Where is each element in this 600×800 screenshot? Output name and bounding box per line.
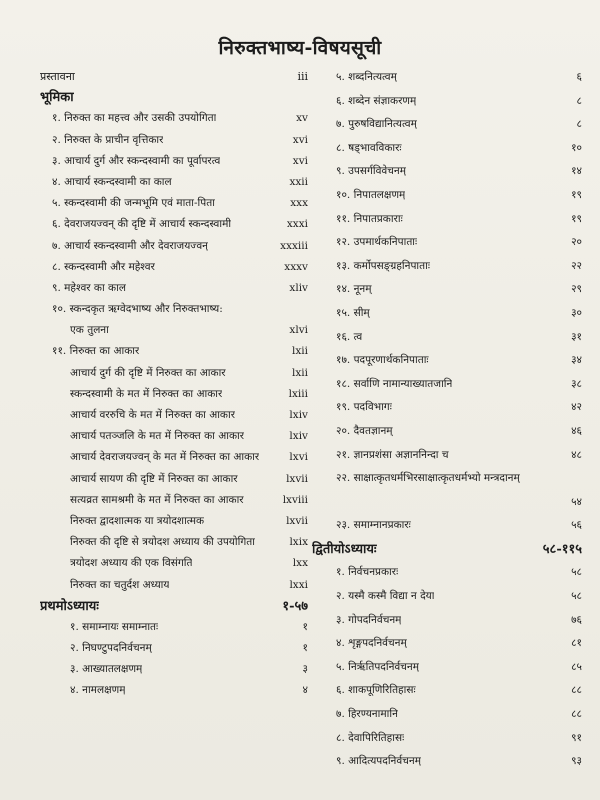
toc-entry — [40, 553, 308, 574]
toc-entry-title: २०. दैवतज्ञानम् — [336, 424, 393, 437]
toc-entry-title: ४. आचार्य स्कन्दस्वामी का काल — [52, 175, 172, 188]
toc-entry — [312, 326, 582, 350]
toc-page-number: १४ — [571, 165, 582, 178]
toc-entry-title: आचार्य वररुचि के मत में निरुक्त का आकार — [70, 409, 236, 421]
toc-page-number: xlvi — [289, 324, 308, 337]
toc-entry-title: सत्यव्रत सामश्रमी के मत में निरुक्त का आकार — [70, 493, 244, 506]
toc-entry — [312, 703, 582, 727]
toc-page-number: ५८-११५ — [542, 541, 582, 557]
toc-entry-title: निरुक्त का चतुर्दश अध्याय — [70, 578, 170, 591]
toc-entry-title: १६. त्व — [336, 330, 363, 343]
toc-entry — [40, 236, 308, 257]
toc-page-number: xxii — [289, 175, 308, 188]
toc-entry — [40, 384, 308, 405]
toc-entry-title: ११. निपातप्रकाराः — [336, 212, 403, 225]
toc-entry-title: आचार्य दुर्ग की दृष्टि में निरुक्त का आकार — [70, 366, 226, 379]
toc-entry — [312, 113, 582, 137]
toc-page-number: ८८ — [571, 708, 582, 721]
toc-page-number: ३ — [302, 663, 308, 676]
toc-entry-title: २. निघण्टुपदनिर्वचनम् — [70, 642, 152, 655]
toc-entry-title: ११. निरुक्त का आकार — [52, 345, 140, 358]
toc-page-number: xvi — [292, 133, 308, 146]
toc-entry-title: ६. शब्देन संज्ञाकरणम् — [336, 94, 417, 107]
toc-entry — [40, 680, 308, 701]
toc-page-number: lxvii — [286, 472, 308, 485]
toc-entry — [40, 172, 308, 193]
toc-entry — [312, 514, 582, 538]
toc-entry — [312, 90, 582, 114]
toc-entry-title: ९. उपसर्गविवेचनम् — [336, 165, 407, 178]
toc-entry-title: द्वितीयोऽध्यायः — [312, 541, 377, 557]
toc-entry — [40, 151, 308, 172]
toc-entry — [40, 426, 308, 447]
toc-entry — [40, 447, 308, 468]
toc-entry — [312, 467, 582, 491]
toc-entry — [312, 750, 582, 774]
toc-entry — [312, 561, 582, 585]
toc-page-number: lxiv — [289, 430, 308, 443]
toc-entry-title: ८. षड्भावविकारः — [336, 141, 402, 154]
toc-entry-title: ३. आख्यातलक्षणम् — [70, 663, 143, 676]
toc-entry — [312, 255, 582, 279]
toc-entry — [40, 278, 308, 299]
toc-left-column — [40, 66, 308, 702]
toc-entry-title: १३. कर्मोपसङ्ग्रहनिपाताः — [336, 259, 430, 272]
toc-page-number: xvi — [292, 154, 308, 167]
toc-page-number: xxxiii — [280, 239, 308, 252]
toc-entry-title: निरुक्त द्वादशात्मक या त्रयोदशात्मक — [70, 514, 205, 527]
toc-page-number: १ — [302, 620, 308, 633]
toc-entry-title: १५. सीम् — [336, 306, 370, 319]
toc-entry — [312, 184, 582, 208]
toc-entry-title: १०. निपातलक्षणम् — [336, 188, 406, 201]
toc-page-number: ८ — [576, 94, 582, 107]
toc-entry — [312, 420, 582, 444]
toc-entry-title: ८. स्कन्दस्वामी और महेश्वर — [52, 260, 155, 273]
toc-page-number: lxix — [289, 536, 308, 549]
toc-entry — [40, 532, 308, 553]
toc-entry-title: ४. शृङ्गपदनिर्वचनम् — [336, 637, 407, 650]
toc-entry — [40, 405, 308, 426]
toc-entry-title: आचार्य देवराजयज्वन् के मत में निरुक्त का आकार — [70, 451, 260, 464]
toc-page-number: ३४ — [571, 354, 582, 367]
toc-page-number: ५८ — [571, 590, 582, 603]
toc-entry — [40, 490, 308, 511]
toc-entry-title: ७. पुरुषविद्यानित्यत्वम् — [336, 118, 417, 131]
toc-entry — [312, 444, 582, 468]
toc-right-column — [312, 66, 582, 774]
toc-entry — [312, 609, 582, 633]
toc-entry-title: १९. पदविभागः — [336, 401, 392, 414]
toc-page-number: xxxv — [284, 260, 308, 273]
toc-entry — [312, 208, 582, 232]
toc-page-number: २० — [571, 236, 582, 249]
toc-section-heading — [40, 596, 308, 617]
toc-page-number: ८ — [576, 118, 582, 131]
toc-entry-title: ४. नामलक्षणम् — [70, 684, 126, 697]
toc-entry — [40, 363, 308, 384]
toc-entry — [40, 108, 308, 129]
toc-page-number: iii — [297, 70, 308, 83]
toc-page-number: ८१ — [571, 637, 582, 650]
toc-entry — [40, 214, 308, 235]
toc-entry — [40, 659, 308, 680]
toc-entry-title: प्रथमोऽध्यायः — [40, 598, 99, 614]
toc-page-number: ८५ — [571, 660, 582, 673]
toc-entry-title: निरुक्त की दृष्टि से त्रयोदश अध्याय की उपयोगिता — [70, 536, 255, 549]
toc-page-number: २२ — [571, 259, 582, 272]
toc-page-number: १ — [302, 642, 308, 655]
toc-entry — [40, 469, 308, 490]
toc-entry-title: ५. शब्दनित्यत्वम् — [336, 71, 397, 83]
toc-entry — [312, 491, 582, 515]
toc-entry-title: आचार्य पतञ्जलि के मत में निरुक्त का आकार — [70, 430, 245, 443]
toc-entry-title: ६. देवराजयज्वन् की दृष्टि में आचार्य स्कन्दस्वामी — [52, 218, 232, 231]
toc-page-number: ३८ — [571, 377, 582, 390]
toc-page-number: १९ — [571, 188, 582, 201]
toc-entry — [312, 373, 582, 397]
toc-page-number: lxx — [292, 557, 308, 570]
toc-entry — [312, 349, 582, 373]
toc-entry-title: स्कन्दस्वामी के मत में निरुक्त का आकार — [70, 387, 223, 400]
toc-entry — [40, 511, 308, 532]
toc-entry-title: ९. महेश्वर का काल — [52, 281, 126, 294]
toc-page-number: ९१ — [571, 731, 582, 744]
toc-entry — [40, 257, 308, 278]
toc-page-number: lxxi — [289, 578, 308, 591]
toc-page-number: ८८ — [571, 684, 582, 697]
toc-entry — [312, 160, 582, 184]
toc-entry — [40, 638, 308, 659]
toc-entry — [40, 130, 308, 151]
toc-page-number: lxii — [292, 366, 308, 379]
toc-entry-title: १४. नूनम् — [336, 283, 372, 296]
toc-page-number: xxx — [290, 197, 308, 210]
toc-page-number: ४ — [302, 684, 308, 697]
toc-entry-title: ८. देवापिरितिहासः — [336, 731, 405, 744]
toc-entry — [40, 320, 308, 341]
toc-entry-title: २३. समाम्नानप्रकारः — [336, 519, 411, 532]
toc-entry-title: आचार्य सायण की दृष्टि में निरुक्त का आकार — [70, 472, 238, 485]
toc-entry — [40, 617, 308, 638]
toc-entry-title: २. निरुक्त के प्राचीन वृत्तिकार — [52, 133, 164, 146]
toc-page-number: ३१ — [571, 330, 582, 343]
toc-page-number: ५६ — [571, 519, 582, 532]
toc-page-number: ३० — [571, 306, 582, 319]
toc-section-heading — [312, 538, 582, 562]
toc-entry-title: २२. साक्षात्कृतधर्मभिरसाक्षात्कृतधर्मभ्यो मन्त्रदानम् — [336, 472, 520, 485]
toc-entry-title: १. समाम्नायः समाम्नातः — [70, 620, 159, 633]
toc-entry-title: २. यस्मै कस्मै विद्या न देया — [336, 590, 435, 603]
toc-page-number: १-५७ — [282, 598, 308, 614]
toc-entry — [312, 632, 582, 656]
toc-page-number: ७६ — [571, 613, 582, 626]
toc-page-number: lxii — [292, 345, 308, 358]
toc-page-number: ४६ — [571, 424, 582, 437]
toc-entry-title: ७. आचार्य स्कन्दस्वामी और देवराजयज्वन् — [52, 239, 208, 252]
toc-page-number: lxiii — [288, 387, 308, 400]
toc-entry-title: १८. सर्वाणि नामान्याख्यातजानि — [336, 377, 453, 390]
toc-entry-title: १०. स्कन्दकृत ऋग्वेदभाष्य और निरुक्तभाष्य: — [52, 303, 223, 316]
toc-entry-title: ३. गोपदनिर्वचनम् — [336, 613, 402, 626]
toc-entry-title: १. निरुक्त का महत्त्व और उसकी उपयोगिता — [52, 112, 217, 125]
toc-page-number: lxvi — [289, 451, 308, 464]
toc-entry-title: ३. आचार्य दुर्ग और स्कन्दस्वामी का पूर्वापरत्व — [52, 154, 221, 167]
toc-entry — [312, 278, 582, 302]
toc-entry-title: त्रयोदश अध्याय की एक विसंगति — [70, 557, 193, 570]
toc-page-number: १० — [571, 141, 582, 154]
page-title: निरुक्तभाष्य-विषयसूची — [218, 37, 382, 59]
toc-entry-title: १२. उपमार्थकनिपाताः — [336, 236, 418, 249]
toc-page-number: ६ — [576, 71, 582, 83]
toc-page-number: xliv — [289, 281, 308, 294]
toc-entry-title: भूमिका — [40, 90, 74, 106]
toc-entry-title: ७. हिरण्यनामानि — [336, 708, 398, 721]
toc-entry-title: ५. निर्ऋतिपदनिर्वचनम् — [336, 660, 420, 673]
toc-entry — [312, 396, 582, 420]
toc-page-number: ५४ — [571, 495, 582, 508]
toc-page-number: lxvii — [286, 514, 308, 527]
toc-page-number: १९ — [571, 212, 582, 225]
toc-entry-title: एक तुलना — [70, 324, 109, 337]
toc-entry — [312, 66, 582, 90]
toc-section-heading — [40, 87, 308, 108]
toc-entry — [40, 341, 308, 362]
toc-entry — [312, 585, 582, 609]
toc-page-number: xxxi — [286, 218, 308, 231]
toc-entry — [312, 727, 582, 751]
toc-page-number: ४२ — [571, 401, 582, 414]
toc-entry-title: ९. आदित्यपदनिर्वचनम् — [336, 755, 421, 768]
toc-page-number: ४८ — [571, 448, 582, 461]
toc-entry — [40, 575, 308, 596]
toc-entry-title: २१. ज्ञानप्रशंसा अज्ञाननिन्दा च — [336, 448, 449, 461]
toc-entry — [312, 656, 582, 680]
toc-entry — [312, 137, 582, 161]
toc-entry-title: १७. पदपूरणार्थकनिपाताः — [336, 354, 429, 367]
toc-page-number: lxviii — [282, 493, 308, 506]
toc-entry-title: प्रस्तावना — [40, 70, 75, 83]
toc-entry — [312, 679, 582, 703]
toc-page-number: २९ — [571, 283, 582, 296]
toc-entry-title: ५. स्कन्दस्वामी की जन्मभूमि एवं माता-पिता — [52, 197, 215, 210]
toc-entry — [312, 302, 582, 326]
toc-entry — [312, 231, 582, 255]
toc-entry-title: १. निर्वचनप्रकारः — [336, 566, 399, 579]
toc-page-number: ९३ — [571, 755, 582, 768]
toc-entry — [40, 299, 308, 320]
toc-entry — [40, 66, 308, 87]
toc-page-number: lxiv — [289, 409, 308, 421]
toc-entry-title: ६. शाकपूणिरितिहासः — [336, 684, 416, 697]
toc-page-number: ५८ — [571, 566, 582, 579]
toc-entry — [40, 193, 308, 214]
toc-page-number: xv — [296, 112, 308, 125]
